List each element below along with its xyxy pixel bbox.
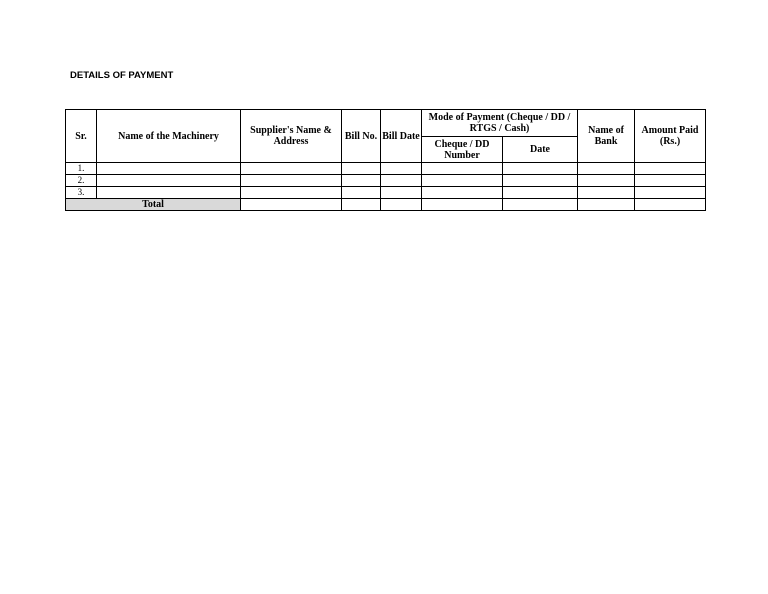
- table-row: [66, 175, 706, 187]
- header-bill-no: Bill No.: [342, 110, 381, 163]
- cell-amount: [635, 163, 706, 175]
- header-sr: Sr.: [66, 110, 97, 163]
- cell-bill-date: [381, 163, 422, 175]
- cell-date: [503, 187, 578, 199]
- row-sr: 2.: [66, 175, 97, 187]
- cell-bill-date: [381, 187, 422, 199]
- cell-bill-no: [342, 175, 381, 187]
- header-mode-of-payment: Mode of Payment (Cheque / DD / RTGS / Cash): [422, 110, 578, 137]
- payment-details-table: [65, 109, 706, 211]
- row-sr: 1.: [66, 163, 97, 175]
- cell-supplier: [241, 175, 342, 187]
- header-date: Date: [503, 137, 578, 163]
- cell-amount: [635, 175, 706, 187]
- header-machinery: Name of the Machinery: [97, 110, 241, 163]
- total-label: Total: [66, 199, 241, 211]
- header-supplier: Supplier's Name & Address: [241, 110, 342, 163]
- cell-machinery: [97, 175, 241, 187]
- header-bank: Name of Bank: [578, 110, 635, 163]
- page-title: DETAILS OF PAYMENT: [70, 70, 174, 81]
- cell-supplier: [241, 187, 342, 199]
- total-row: [66, 199, 706, 211]
- cell-bank: [578, 199, 635, 211]
- header-amount: Amount Paid (Rs.): [635, 110, 706, 163]
- cell-date: [503, 199, 578, 211]
- cell-bank: [578, 175, 635, 187]
- cell-bill-no: [342, 163, 381, 175]
- cell-bill-no: [342, 199, 381, 211]
- table-row: [66, 163, 706, 175]
- cell-cheque-dd-number: [422, 199, 503, 211]
- table-row: [66, 187, 706, 199]
- cell-bank: [578, 187, 635, 199]
- cell-machinery: [97, 163, 241, 175]
- cell-supplier: [241, 199, 342, 211]
- cell-date: [503, 175, 578, 187]
- cell-date: [503, 163, 578, 175]
- cell-bill-no: [342, 187, 381, 199]
- cell-machinery: [97, 187, 241, 199]
- header-bill-date: Bill Date: [381, 110, 422, 163]
- cell-supplier: [241, 163, 342, 175]
- header-cheque-dd-number: Cheque / DD Number: [422, 137, 503, 163]
- cell-cheque-dd-number: [422, 163, 503, 175]
- cell-cheque-dd-number: [422, 175, 503, 187]
- cell-bill-date: [381, 199, 422, 211]
- cell-bill-date: [381, 175, 422, 187]
- cell-cheque-dd-number: [422, 187, 503, 199]
- total-amount: [635, 199, 706, 211]
- row-sr: 3.: [66, 187, 97, 199]
- cell-amount: [635, 187, 706, 199]
- cell-bank: [578, 163, 635, 175]
